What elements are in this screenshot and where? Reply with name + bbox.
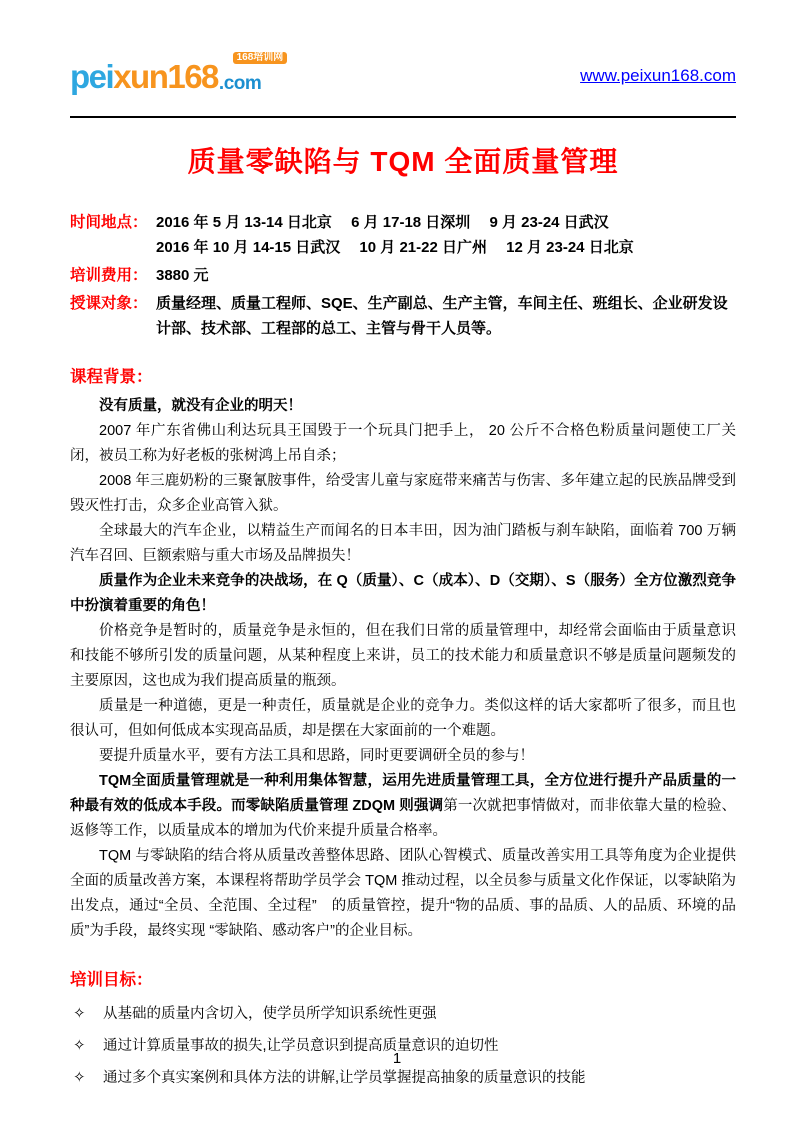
paragraph-segment: TQM 与零缺陷的结合将从质量改善整体思路、团队心智模式、质量改善实用工具等角度为企业提供全面的质量改善方案，本课程将帮助学员学会 TQM 推动过程，以全员参与质量文化作保证，以零缺陷为出发点，通过“全员、全范围、全过程” 的质量管控，提升“物的品质、事的品质、人的品质、环境的品质”为手段，最终实现 “零缺陷、感动客户”的企业目标。: [70, 848, 736, 939]
fee-label: 培训费用：: [70, 267, 148, 284]
peixun168-logo: [70, 51, 284, 95]
paragraph: [70, 419, 736, 469]
schedule-line-1: 2016 年 5 月 13-14 日北京 6 月 17-18 日深圳 9 月 23-24 日武汉: [156, 214, 609, 231]
paragraph: [70, 469, 736, 519]
logo-text: [70, 57, 218, 95]
paragraph: [70, 569, 736, 619]
goals-heading: 培训目标：: [70, 971, 153, 989]
logo-com: .com: [218, 72, 262, 94]
paragraph-segment: 2008 年三鹿奶粉的三聚氰胺事件，给受害儿童与家庭带来痛苦与伤害、多年建立起的民族品牌受到毁灭性打击，众多企业高管入狱。: [70, 473, 736, 514]
goals-list: [70, 998, 736, 1094]
paragraph-segment: 质量作为企业未来竞争的决战场，在 Q（质量）、C（成本）、D（交期）、S（服务）全方位激烈竞争中扮演着重要的角色！: [70, 573, 736, 614]
course-title: 质量零缺陷与 TQM 全面质量管理: [187, 146, 619, 177]
paragraph-segment: 2007 年广东省佛山利达玩具王国毁于一个玩具门把手上， 20 公斤不合格色粉质量问题使工厂关闭，被员工称为好老板的张树鸿上吊自杀；: [70, 423, 736, 464]
star-bullet-icon: ✧: [73, 1005, 86, 1022]
schedule-row: [70, 210, 736, 260]
fee-row: [70, 263, 736, 288]
page-number: 1: [392, 1050, 402, 1067]
page-header: [70, 46, 736, 106]
goal-text: 通过计算质量事故的损失,让学员意识到提高质量意识的迫切性: [103, 1038, 499, 1054]
paragraph: [70, 744, 736, 769]
schedule-label: 时间地点：: [70, 214, 148, 231]
audience-label: 授课对象：: [70, 295, 148, 312]
goal-text: 通过多个真实案例和具体方法的讲解,让学员掌握提高抽象的质量意识的技能: [103, 1070, 586, 1086]
logo-pei: pei: [70, 57, 114, 95]
paragraph-segment: 质量是一种道德，更是一种责任，质量就是企业的竞争力。类似这样的话大家都听了很多，而且也很认可，但如何低成本实现高品质，却是摆在大家面前的一个难题。: [70, 698, 736, 739]
paragraph: [70, 844, 736, 944]
paragraph-segment: TQM全面质量管理就是一种利用集体智慧，运用先进质量管理工具，全方位进行提升产品质量的一种最有效的低成本手段。而零缺陷质量管理 ZDQM 则强调: [70, 773, 736, 814]
goal-text: 从基础的质量内含切入，使学员所学知识系统性更强: [103, 1006, 437, 1022]
goal-item: [70, 998, 736, 1030]
paragraph: [70, 769, 736, 844]
audience-value: 质量经理、质量工程师、SQE、生产副总、生产主管，车间主任、班组长、企业研发设计部、技术部、工程部的总工、主管与骨干人员等。: [156, 295, 728, 337]
course-info: [70, 210, 736, 341]
website-link[interactable]: www.peixun168.com: [580, 66, 736, 85]
paragraph: [70, 619, 736, 694]
paragraph-segment: 全球最大的汽车企业，以精益生产而闻名的日本丰田，因为油门踏板与刹车缺陷，面临着 700 万辆汽车召回、巨额索赔与重大市场及品牌损失！: [70, 523, 736, 564]
audience-row: [70, 291, 736, 341]
paragraph-segment: 第一次就把事情做对，而非依靠大量的检验、返修等工作，以质量成本的增加为代价来提升质量合格率。: [70, 798, 736, 839]
paragraph: [70, 394, 736, 419]
schedule-value: [156, 210, 736, 260]
paragraph: [70, 694, 736, 744]
paragraph: [70, 519, 736, 569]
logo-xun168: xun168: [113, 57, 218, 95]
fee-value: 3880 元: [156, 267, 209, 284]
logo-badge: 168培训网: [233, 52, 288, 64]
star-bullet-icon: ✧: [73, 1037, 86, 1054]
header-divider: [70, 116, 736, 118]
background-heading: 课程背景：: [70, 368, 153, 386]
schedule-line-2: 2016 年 10 月 14-15 日武汉 10 月 21-22 日广州 12 月 23-24 日北京: [156, 239, 634, 256]
star-bullet-icon: ✧: [73, 1069, 86, 1086]
background-paragraphs: [70, 394, 736, 944]
paragraph-segment: 价格竞争是暂时的，质量竞争是永恒的，但在我们日常的质量管理中，却经常会面临由于质量意识和技能不够所引发的质量问题，从某种程度上来讲，员工的技术能力和质量意识不够是质量问题频发的主要原因，这也成为我们提高质量的瓶颈。: [70, 623, 736, 689]
paragraph-segment: 没有质量，就没有企业的明天！: [99, 398, 302, 414]
paragraph-segment: 要提升质量水平，要有方法工具和思路，同时更要调研全员的参与！: [99, 748, 534, 764]
